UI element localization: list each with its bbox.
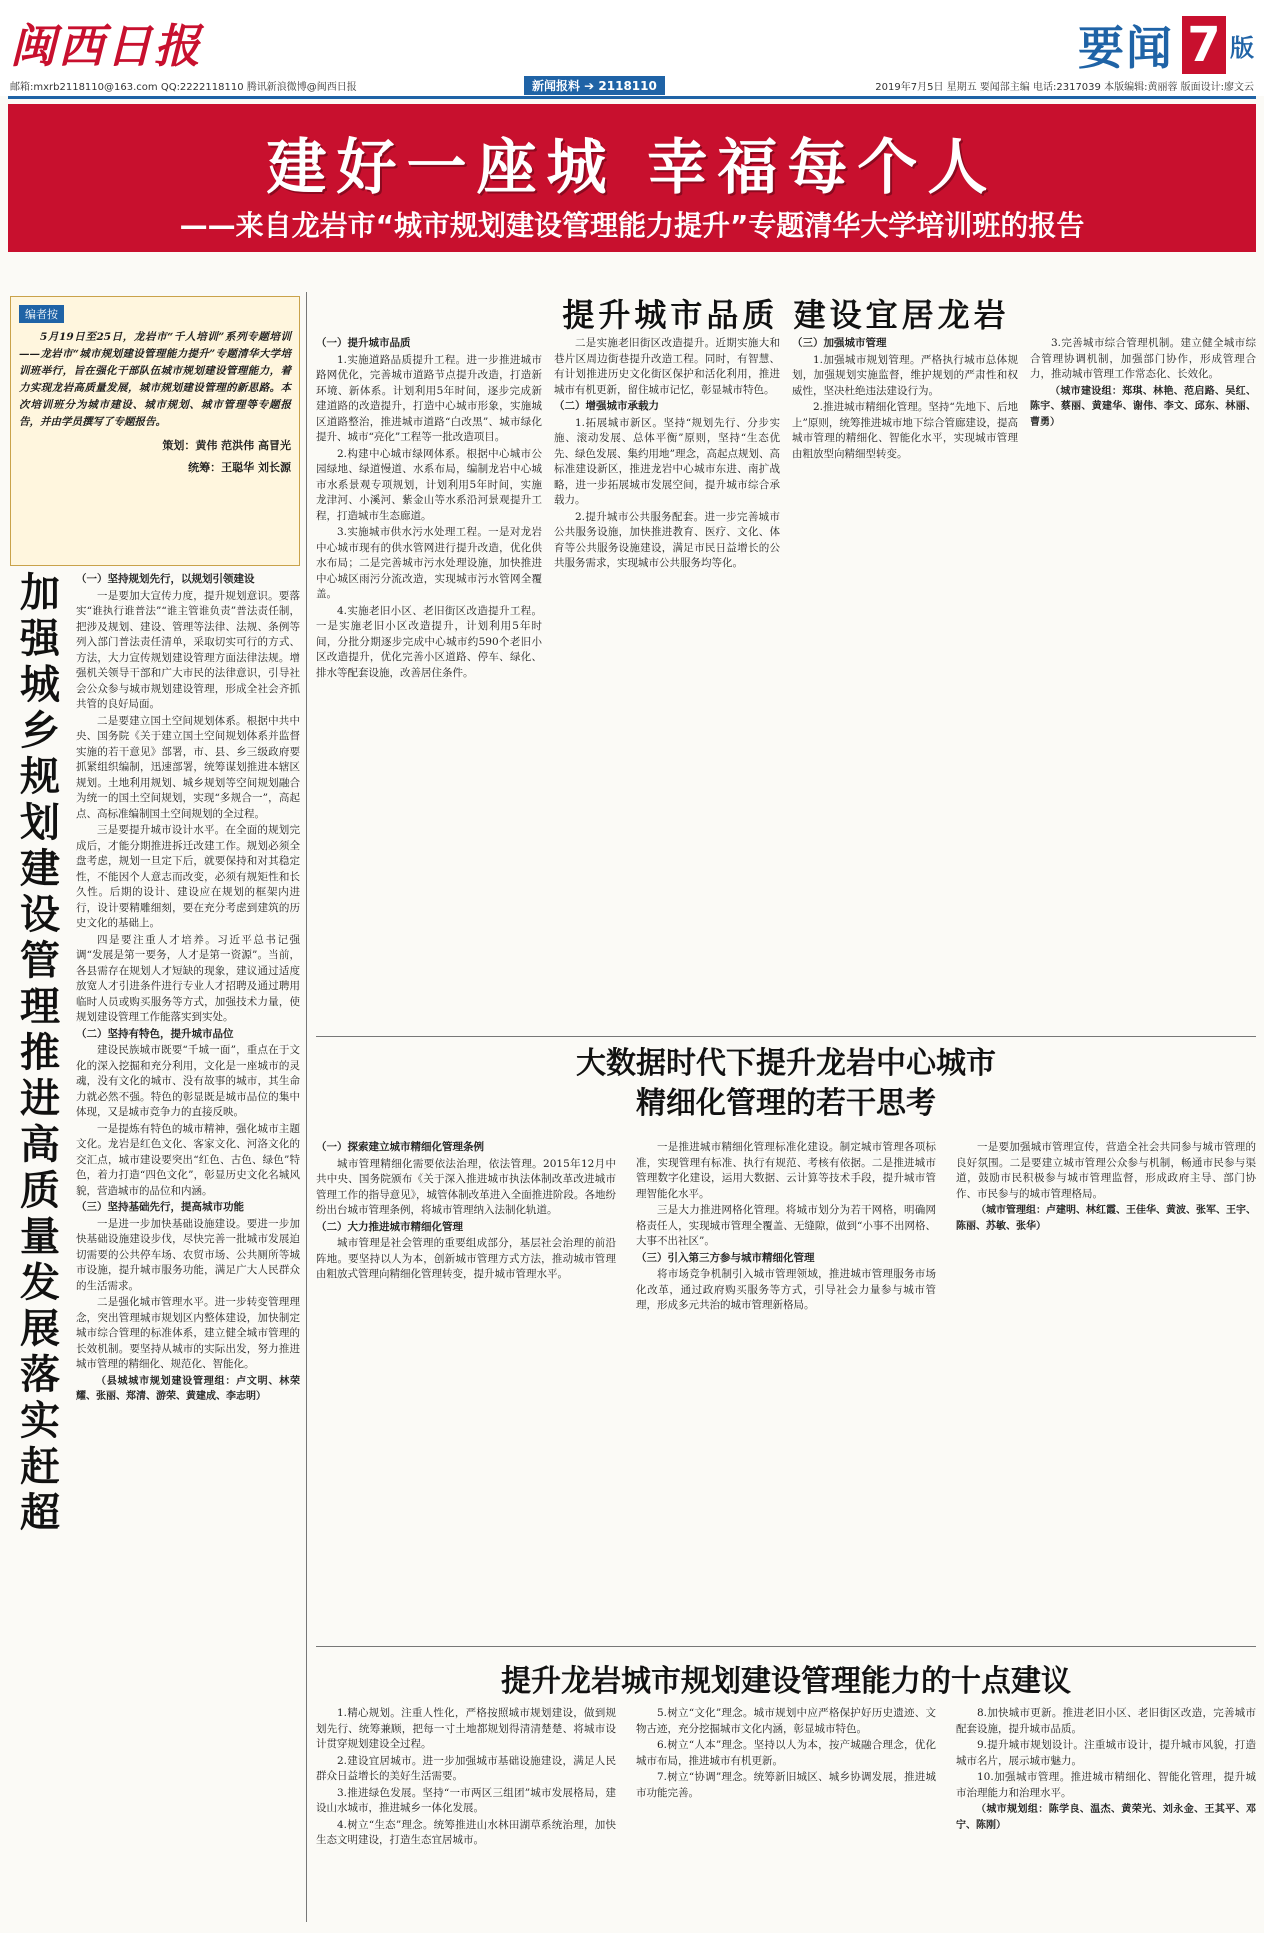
article-3-headline-line-1: 大数据时代下提升龙岩中心城市	[576, 1046, 996, 1081]
info-bar	[0, 76, 1264, 94]
banner-subtitle: ——来自龙岩市“城市规划建设管理能力提升”专题清华大学培训班的报告	[179, 209, 1085, 242]
article-4-headline: 提升龙岩城市规划建设管理能力的十点建议	[501, 1664, 1071, 1699]
editor-note-credit-2: 统筹：王聪华 刘长源	[188, 461, 291, 474]
newspaper-logo: 闽西日报	[10, 19, 202, 73]
editor-note-credit-1: 策划：黄伟 范洪伟 高冒光	[162, 439, 291, 452]
page-suffix: 版	[1230, 33, 1254, 62]
article-2-col-1: （一）提升城市品质 1.实施道路品质提升工程。进一步推进城市路网优化，完善城市道路节点提升改造，打造新环境、新体系。计划利用5年时间，逐步完成新建道路的改造提升，打造中心城市形象，实施城区道路整治，推进城市道路“白改黑”、城市绿化提升、城市“亮化”工程等一批改造项目。 2.构建中心城市绿网体系。根据中心城市公园绿地、绿道慢道、水系布局，编制龙岩中心城市水系景观专项规划，计划利用5年时间，实施龙津河、小溪河、紫金山等水系沿河景观提升工程，打造城市生态廊道。 3.实施城市供水污水处理工程。一是对龙岩中心城市现有的供水管网进行提升改造，优化供水布局；二是完善城市污水处理设施，加快推进中心城区雨污分流改造，实现城市污水管网全覆盖。 4.实施老旧小区、老旧街区改造提升工程。一是实施老旧小区改造提升，计划利用5年时间，分批分期逐步完成中心城市约590个老旧小区改造提升，优化完善小区道路、停车、绿化、排水等配套设施，改善居住条件。	[316, 337, 542, 679]
masthead	[0, 0, 1264, 96]
article-3-headline-line-2: 精细化管理的若干思考	[636, 1086, 936, 1121]
article-4-col-3: 8.加快城市更新。推进老旧小区、老旧街区改造，完善城市配套设施，提升城市品质。 9.提升城市规划设计。注重城市设计，提升城市风貌，打造城市名片，展示城市魅力。 10.加强城市管理。推进城市精细化、智能化管理，提升城市治理能力和治理水平。 （城市规划组：陈学良、温杰、黄荣光、刘永金、王其平、邓宁、陈刚）	[956, 1707, 1256, 1831]
article-2-col-4: 3.完善城市综合管理机制。建立健全城市综合管理协调机制，加强部门协作，形成管理合力，推动城市管理工作常态化、长效化。 （城市建设组：郑琪、林艳、范启路、吴红、陈宇、蔡丽、黄建华、谢伟、李文、邱东、林丽、曹勇）	[1030, 337, 1256, 428]
banner-title: 建好一座城 幸福每个人	[266, 133, 998, 203]
article-3-col-1: （一）探索建立城市精细化管理条例 城市管理精细化需要依法治理，依法管理。2015年12月中共中央、国务院颁布《关于深入推进城市执法体制改革改进城市管理工作的指导意见》，城管体制改革进入全面推进阶段。各地纷纷出台城市管理条例，将城市管理纳入法制化轨道。 （二）大力推进城市精细化管理 城市管理是社会管理的重要组成部分，基层社会治理的前沿阵地。要坚持以人为本，创新城市管理方式方法，推动城市管理由粗放式管理向精细化管理转变，提升城市管理水平。	[316, 1141, 616, 1280]
section-indicator	[1078, 12, 1254, 78]
issue-info: 2019年7月5日 星期五 要闻部主编 电话:2317039 本版编辑:黄丽蓉 版面设计:廖文云	[875, 81, 1254, 93]
article-4-col-2: 5.树立“文化”理念。城市规划中应严格保护好历史遗迹、文物古迹，充分挖掘城市文化内涵，彰显城市特色。 6.树立“人本”理念。坚持以人为本，按产城融合理念，优化城市布局，推进城市有机更新。 7.树立“协调”理念。统筹新旧城区、城乡协调发展，推进城市功能完善。	[636, 1707, 936, 1799]
article-1-body: （一）坚持规划先行，以规划引领建设 一是要加大宣传力度，提升规划意识。要落实“谁执行谁普法”“谁主管谁负责”普法责任制，把涉及规划、建设、管理等法律、法规、条例等列入部门普法责任清单，采取切实可行的方式、方法，大力宣传规划建设管理方面法律法规。增强机关领导干部和广大市民的法律意识，引导社会公众参与城市规划建设管理，形成全社会齐抓共管的良好局面。 二是要建立国土空间规划体系。根据中共中央、国务院《关于建立国土空间规划体系并监督实施的若干意见》部署，市、县、乡三级政府要抓紧组织编制，迅速部署，统筹谋划推进本辖区规划。土地利用规划、城乡规划等空间规划融合为统一的国土空间规划，实现“多规合一”，高起点、高标准编制国土空间规划的全过程。 三是要提升城市设计水平。在全面的规划完成后，才能分期推进拆迁改建工作。规划必须全盘考虑，规划一旦定下后，就要保持和对其稳定性，不能因个人意志而改变，必须有规矩性和长久性。后期的设计、建设应在规划的框架内进行，设计要精雕细刻，要在充分考虑到建筑的历史文化的基础上。 四是要注重人才培养。习近平总书记强调“发展是第一要务，人才是第一资源”。当前，各县需存在规划人才短缺的现象，建议通过适度放宽人才引进条件进行专业人才招聘及通过聘用临时人员或购买服务等方式，加强技术力量，使规划建设管理工作能落实到实处。 （二）坚持有特色，提升城市品位 建设民族城市既要“千城一面”，重点在于文化的深入挖掘和充分利用，文化是一座城市的灵魂，没有文化的城市、没有故事的城市，其生命力就必然不强。特色的彰显既是城市品位的集中体现，又是城市竞争力的直接反映。 一是提炼有特色的城市精神，强化城市主题文化。龙岩是红色文化、客家文化、河洛文化的交汇点，城市建设要突出“红色、古色、绿色”特色，着力打造“四色文化”，彰显历史文化名城风貌，营造城市的品位和内涵。 （三）坚持基础先行，提高城市功能 一是进一步加快基础设施建设。要进一步加快基础设施建设步伐，尽快完善一批城市发展迫切需要的公共停车场、农贸市场、公共厕所等城市设施，提升城市服务功能，满足广大人民群众的生活需求。 二是强化城市管理水平。进一步转变管理理念，突出管理城市规划区内整体建设，加快制定城市综合管理的标准体系，建立健全城市管理的长效机制。要坚持从城市的实际出发，努力推进城市管理的精细化、规范化、智能化。 （县城城市规划建设管理组：卢文明、林荣耀、张丽、郑清、游荣、黄建成、李志明）	[76, 573, 300, 1402]
column-divider	[306, 292, 307, 1922]
section-name: 要闻	[1078, 21, 1174, 75]
feature-banner	[8, 104, 1256, 252]
article-3-headline	[316, 1044, 1256, 1124]
editor-note-tag: 编者按	[19, 305, 64, 323]
editor-note	[10, 296, 300, 566]
article-2-headline: 提升城市品质 建设宜居龙岩	[562, 296, 1010, 334]
article-3-col-3: 一是要加强城市管理宣传，营造全社会共同参与城市管理的良好氛围。二是要建立城市管理公众参与机制，畅通市民参与渠道，鼓励市民积极参与城市管理监督，形成政府主导、部门协作、市民参与的城市管理格局。 （城市管理组：卢建明、林红霞、王佳华、黄波、张军、王宇、陈丽、苏敏、张华）	[956, 1141, 1256, 1232]
news-hotline: 新闻报料 ➔ 2118110	[524, 76, 665, 95]
article-1-headline: 加强城乡规划建设管理 推进高质量发展落实赶超	[20, 569, 60, 1536]
page-number: 7	[1182, 16, 1226, 74]
article-2-col-3: （三）加强城市管理 1.加强城市规划管理。严格执行城市总体规划，加强规划实施监督，维护规划的严肃性和权威性，坚决杜绝违法建设行为。 2.推进城市精细化管理。坚持“先地下、后地上”原则，统筹推进城市地下综合管廊建设，提高城市管理的精细化、智能化水平，实现城市管理由粗放型向精细型转变。	[792, 337, 1018, 460]
article-2-col-2: 二是实施老旧街区改造提升。近期实施大和巷片区周边街巷提升改造工程。同时，有智慧、有计划推进历史文化街区保护和活化利用，推进城市有机更新，留住城市记忆，彰显城市特色。 （二）增强城市承载力 1.拓展城市新区。坚持“规划先行、分步实施、滚动发展、总体平衡”原则，坚持“生态优先、绿色发展、集约用地”理念，高起点规划、高标准建设新区，推进龙岩中心城市东进、南扩战略，进一步拓展城市发展空间，提升城市综合承载力。 2.提升城市公共服务配套。进一步完善城市公共服务设施，加快推进教育、医疗、文化、体育等公共服务设施建设，满足市民日益增长的公共服务需求，实现城市公共服务均等化。	[554, 337, 780, 569]
article-4-col-1: 1.精心规划。注重人性化，严格按照城市规划建设，做到规划先行、统筹兼顾，把每一寸土地都规划得清清楚楚、将城市设计贯穿规划建设全过程。 2.建设宜居城市。进一步加强城市基础设施建设，满足人民群众日益增长的美好生活需要。 3.推进绿色发展。坚持“一市两区三组团”城市发展格局，建设山水城市，推进城乡一体化发展。 4.树立“生态”理念。统筹推进山水林田湖草系统治理，加快生态文明建设，打造生态宜居城市。	[316, 1707, 616, 1846]
contact-info: 邮箱:mxrb2118110@163.com QQ:2222118110 腾讯新浪微博@闽西日报	[10, 81, 357, 93]
article-3-col-2: 一是推进城市精细化管理标准化建设。制定城市管理各项标准，实现管理有标准、执行有规范、考核有依据。二是推进城市管理数字化建设，运用大数据、云计算等技术手段，提升城市管理智能化水平。 三是大力推进网格化管理。将城市划分为若干网格，明确网格责任人，实现城市管理全覆盖、无缝隙，做到“小事不出网格、大事不出社区”。 （三）引入第三方参与城市精细化管理 将市场竞争机制引入城市管理领域，推进城市管理服务市场化改革，通过政府购买服务等方式，引导社会力量参与城市管理，形成多元共治的城市管理新格局。	[636, 1141, 936, 1311]
editor-note-body: 5月19日至25日，龙岩市“千人培训”系列专题培训——龙岩市“城市规划建设管理能力提升”专题清华大学培训班举行，旨在强化干部队伍城市规划建设管理能力，着力实现龙岩高质量发展，城市规划建设管理的新思路。本次培训班分为城市建设、城市规划、城市管理等专题报告，并由学员撰写了专题报告。	[19, 331, 291, 428]
masthead-rule	[8, 96, 1256, 99]
section-divider	[316, 1646, 1256, 1647]
section-divider	[316, 1036, 1256, 1037]
